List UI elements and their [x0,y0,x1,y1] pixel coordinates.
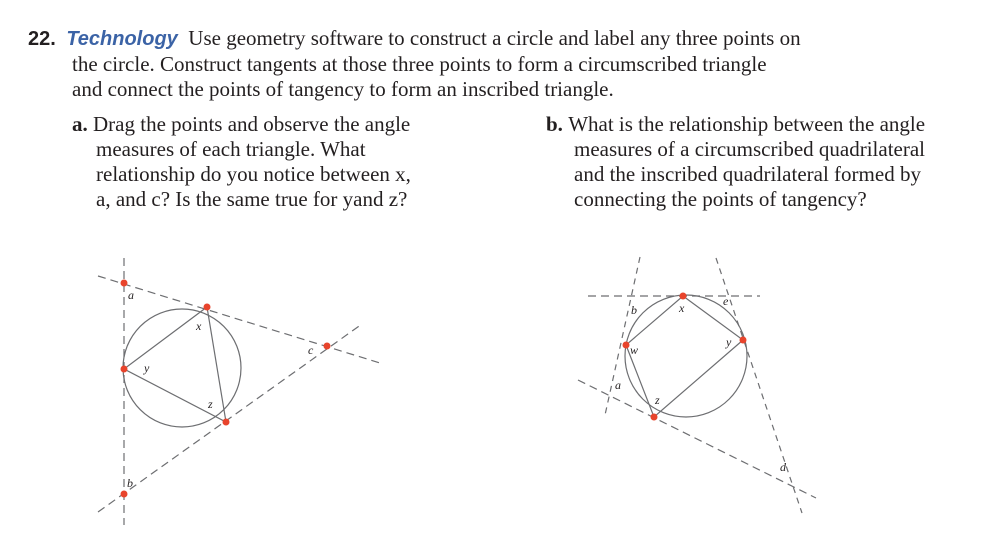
part-b-line-2: measures of a circumscribed quadrilateral [574,137,926,161]
vertex-point-b [121,491,128,498]
tangent-point-top-right [680,293,687,300]
label-d-right: d [780,460,786,474]
problem-topic: Technology [66,28,178,50]
label-z-right: z [655,393,660,407]
part-a-label: a. [72,112,88,136]
tangent-point-top [204,304,211,311]
part-a-line-1: Drag the points and observe the angle [93,112,411,136]
tangent-point-bottom [223,419,230,426]
vertex-point-a [121,280,128,287]
figure-right [578,257,816,513]
part-a-line-3: relationship do you notice between x, [96,162,411,186]
label-x-left: x [196,319,202,333]
part-b-line-1: What is the relationship between the angle [568,112,926,136]
part-a-line-4: a, and c? Is the same true for yand z? [96,187,408,211]
tangent-point-left-right [623,342,630,349]
problem-text-2: the circle. Construct tangents at those three points to form a circumscribed triangle [72,52,767,76]
part-a-line-2: measures of each triangle. What [96,137,366,161]
figure-left [98,258,380,525]
label-w-right: w [630,343,639,357]
tangent-line-bottom [98,324,362,512]
label-e-right: e [723,294,729,308]
problem-text-3: and connect the points of tangency to form an inscribed triangle. [72,77,614,101]
label-x-right: x [679,301,685,315]
part-b-label: b. [546,112,563,136]
label-y-left: y [144,361,150,375]
label-b-left: b [127,476,133,490]
label-z-left: z [208,397,213,411]
label-a-right: a [615,378,621,392]
label-c-left: c [308,343,314,357]
part-b-line-4: connecting the points of tangency? [574,187,867,211]
inscribed-quadrilateral [626,296,743,417]
problem-number: 22. [28,28,56,50]
part-b-line-3: and the inscribed quadrilateral formed by [574,162,921,186]
tangent-point-left [121,366,128,373]
tangent-line-bottom-right [578,380,816,498]
tangent-line-top [98,276,380,363]
figure-left-points [121,280,331,498]
tangent-point-bottom-right [651,414,658,421]
label-b-right: b [631,303,637,317]
problem-text-1: Use geometry software to construct a circle and label any three points on [188,26,801,50]
label-y-right: y [726,335,732,349]
label-a-left: a [128,288,134,302]
vertex-point-c [324,343,331,350]
tangent-line-left-right [605,257,640,415]
circle-right [625,295,747,417]
tangent-point-right [740,337,747,344]
